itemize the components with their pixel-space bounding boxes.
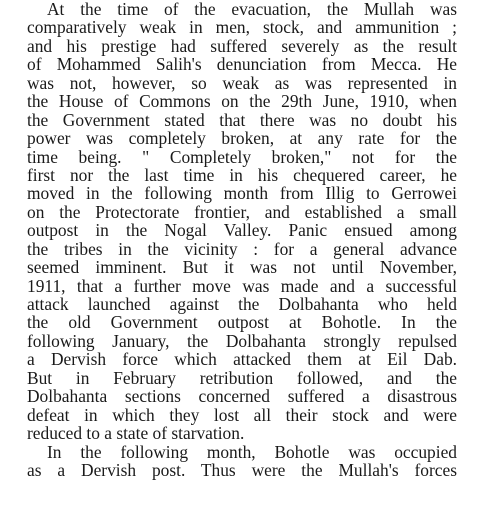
text-line: At the time of the evacuation, the Mullah was bbox=[47, 0, 457, 19]
text-line: as a Dervish post. Thus were the Mullah's forces bbox=[27, 459, 457, 480]
text-line: But in February retribution followed, and the bbox=[27, 367, 457, 388]
text-line: defeat in which they lost all their stock and were bbox=[27, 404, 457, 425]
text-line: the House of Commons on the 29th June, 1910, when bbox=[27, 91, 457, 112]
text-line: In the following month, Bohotle was occupied bbox=[47, 441, 457, 462]
text-line: the Government stated that there was no doubt his bbox=[27, 109, 457, 130]
text-line: the tribes in the vicinity : for a general advance bbox=[27, 238, 457, 259]
text-line: on the Protectorate frontier, and established a small bbox=[27, 201, 457, 222]
paragraph-1 bbox=[27, 0, 457, 443]
text-line: first nor the last time in his chequered career, he bbox=[27, 164, 457, 185]
text-line: moved in the following month from Illig to Gerrowei bbox=[27, 183, 457, 204]
body-text bbox=[27, 0, 457, 479]
text-line: and his prestige had suffered severely as the result bbox=[27, 35, 457, 56]
text-line: the old Government outpost at Bohotle. In the bbox=[27, 312, 457, 333]
text-line: comparatively weak in men, stock, and ammunition ; bbox=[27, 17, 457, 38]
text-line: time being. " Completely broken," not for the bbox=[27, 146, 457, 167]
text-line: seemed imminent. But it was not until November, bbox=[27, 257, 457, 278]
text-line: power was completely broken, at any rate for the bbox=[27, 128, 457, 149]
text-line: was not, however, so weak as was represented in bbox=[27, 72, 457, 93]
text-line: a Dervish force which attacked them at Eil Dab. bbox=[27, 349, 457, 370]
text-line: 1911, that a further move was made and a successful bbox=[27, 275, 457, 296]
paragraph-2 bbox=[27, 443, 457, 480]
text-line: following January, the Dolbahanta strongly repulsed bbox=[27, 330, 457, 351]
text-line: attack launched against the Dolbahanta who held bbox=[27, 294, 457, 314]
text-line: Dolbahanta sections concerned suffered a disastrous bbox=[27, 386, 457, 407]
text-line: of Mohammed Salih's denunciation from Mecca. He bbox=[27, 54, 457, 75]
text-line: reduced to a state of starvation. bbox=[27, 423, 245, 444]
text-line: outpost in the Nogal Valley. Panic ensued among bbox=[27, 220, 457, 241]
